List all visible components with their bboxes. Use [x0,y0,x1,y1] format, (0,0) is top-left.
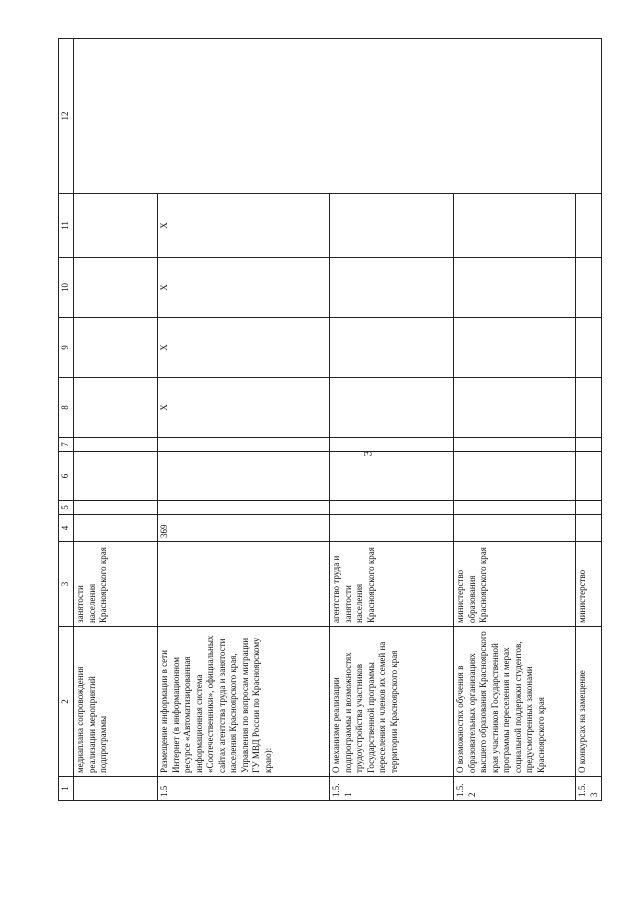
cell-col6 [454,452,576,501]
row-name: О конкурсах на замещение [576,627,602,777]
column-header: 11 [59,194,74,258]
cell-col5 [74,501,158,515]
cell-col8: X [158,378,330,438]
cell-col5 [330,501,454,515]
cell-col7 [330,438,454,452]
cell-col9: X [158,318,330,378]
column-header: 9 [59,318,74,378]
row-number [74,777,158,801]
cell-col11 [576,194,602,258]
cell-col8 [576,378,602,438]
cell-col10 [576,258,602,318]
cell-col4 [576,515,602,542]
cell-col4 [330,515,454,542]
row-number: 1.5 [158,777,330,801]
cell-col4: 369 [158,515,330,542]
cell-col9 [576,318,602,378]
cell-col4 [74,515,158,542]
column-header: 3 [59,542,74,627]
row-name: О механизме реализации подпрограммы и возможностях трудоустройства участников Государственной программы переселения и членов их семей на территории Красноярского края [330,627,454,777]
cell-col9 [454,318,576,378]
cell-col11 [454,194,576,258]
cell-col9 [74,318,158,378]
cell-col6 [74,452,158,501]
cell-col8 [454,378,576,438]
cell-col10 [454,258,576,318]
cell-col7 [74,438,158,452]
cell-col4 [454,515,576,542]
row-number: 1.5.2 [454,777,576,801]
cell-col6 [158,452,330,501]
column-header: 1 [59,777,74,801]
row-name: медиаплана сопровождения реализации мероприятий подпрограммы [74,627,158,777]
row-executor [158,542,330,627]
page-number: 3 [360,450,375,457]
cell-col10 [74,258,158,318]
cell-col11 [74,194,158,258]
cell-col7 [576,438,602,452]
cell-col10 [330,258,454,318]
column-header: 6 [59,452,74,501]
column-header: 4 [59,515,74,542]
program-table [58,38,602,801]
row-executor: министерство [576,542,602,627]
column-header: 8 [59,378,74,438]
cell-col7 [454,438,576,452]
cell-col5 [576,501,602,515]
rotated-table-sheet [58,39,599,801]
row-executor: занятости населения Красноярского края [74,542,158,627]
column-header: 10 [59,258,74,318]
cell-col7 [158,438,330,452]
column-header: 7 [59,438,74,452]
row-number: 1.5.1 [330,777,454,801]
cell-col11 [330,194,454,258]
cell-col6 [330,452,454,501]
row-executor: министерство образования Красноярского края [454,542,576,627]
column-header: 2 [59,627,74,777]
cell-col8 [330,378,454,438]
cell-col12-merged [74,39,602,194]
cell-col5 [158,501,330,515]
cell-col9 [330,318,454,378]
row-number: 1.5.3 [576,777,602,801]
cell-col8 [74,378,158,438]
cell-col10: X [158,258,330,318]
column-header: 12 [59,39,74,194]
table-row [74,39,158,801]
cell-col6 [576,452,602,501]
header-row [59,39,74,801]
row-executor: агентство труда и занятости населения Красноярского края [330,542,454,627]
row-name: О возможностях обучения в образовательных организациях высшего образования Красноярского края участников Государственной программы переселения и мерах социальной поддержки студентов, предусмотренных законами Красноярского края [454,627,576,777]
row-name: Размещение информации в сети Интернет (в информационном ресурсе «Автоматизированная информационная система «Соотечественники», официальных сайтах агентства труда и занятости населения Красноярского края, Управления по вопросам миграции ГУ МВД России по Красноярскому краю): [158,627,330,777]
column-header: 5 [59,501,74,515]
cell-col11: X [158,194,330,258]
cell-col5 [454,501,576,515]
